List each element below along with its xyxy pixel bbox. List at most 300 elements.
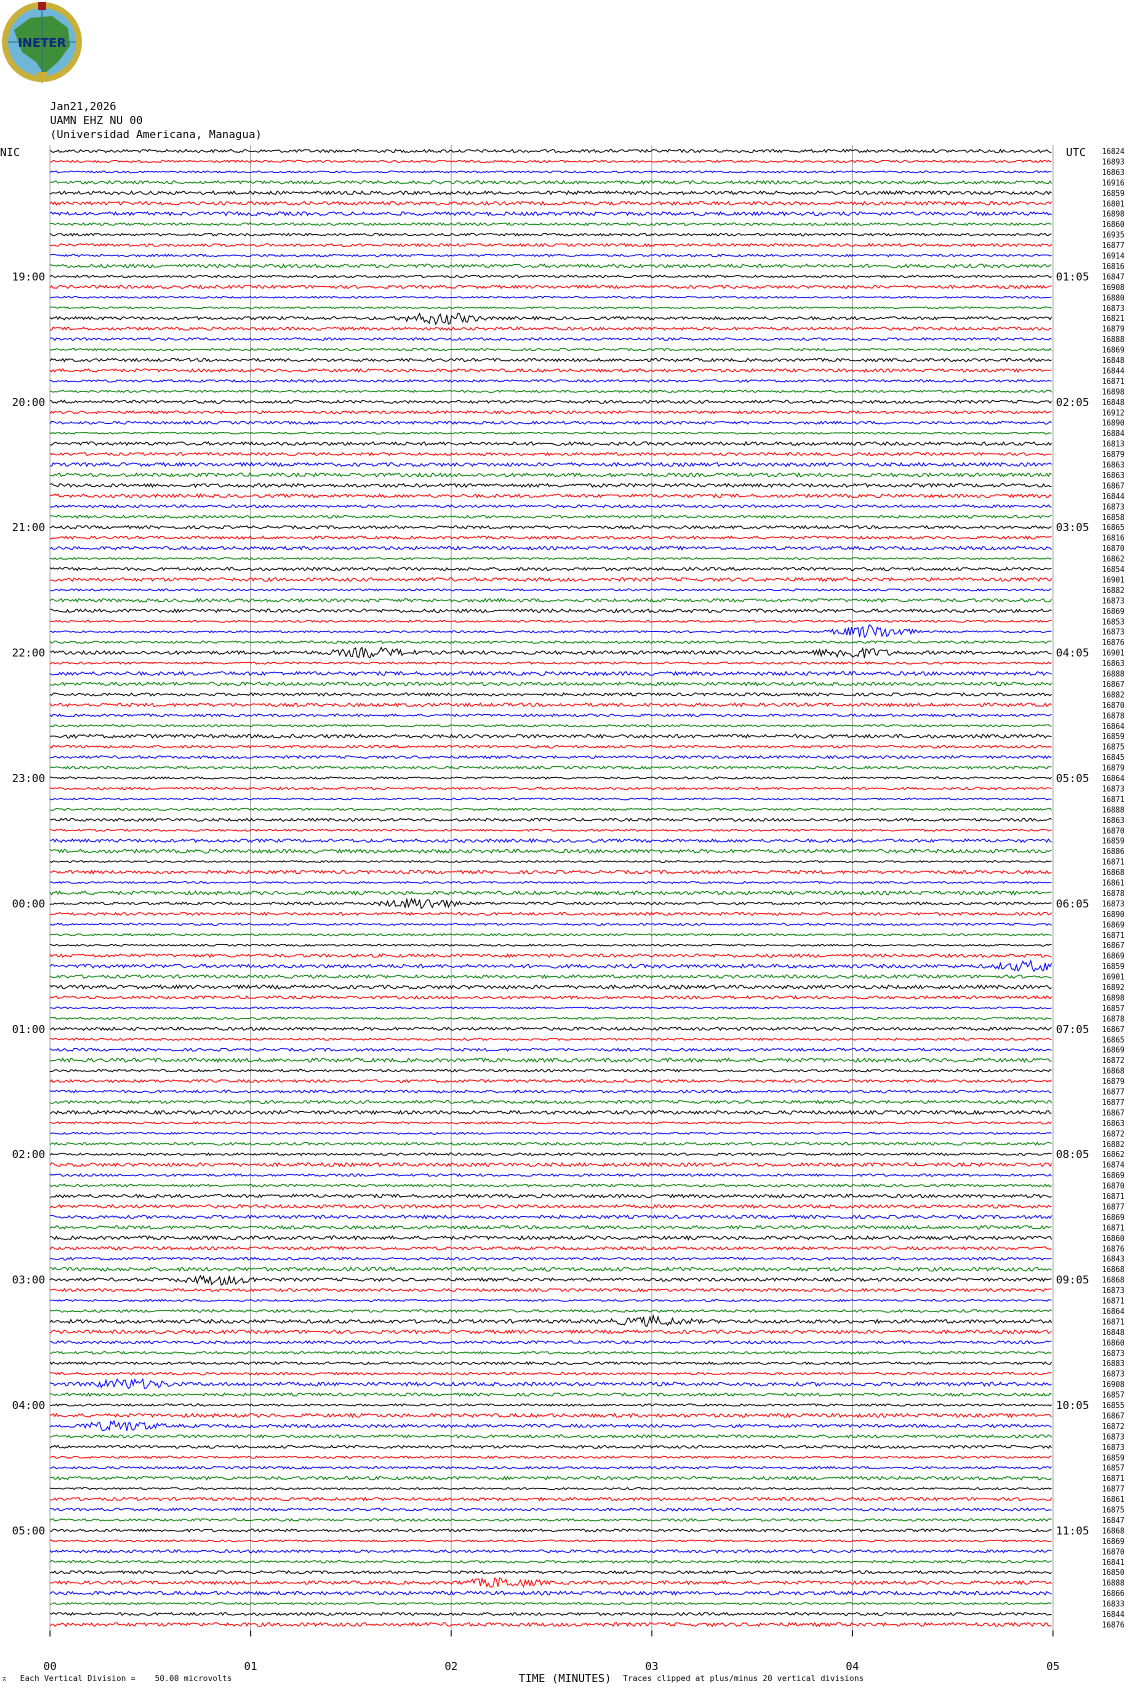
trace-line — [50, 546, 1052, 549]
trace-value: 16816 — [1102, 533, 1125, 543]
trace-value: 16886 — [1102, 847, 1125, 857]
trace-line — [50, 526, 1052, 529]
trace-line — [50, 923, 1052, 925]
trace-line — [50, 1184, 1052, 1187]
trace-line — [50, 849, 1052, 853]
trace-value: 16821 — [1102, 314, 1125, 324]
trace-value: 16871 — [1102, 1317, 1125, 1327]
trace-value: 16880 — [1102, 293, 1125, 303]
trace-line — [50, 1299, 1052, 1301]
trace-value: 16841 — [1102, 1557, 1125, 1567]
trace-value: 16857 — [1102, 1463, 1125, 1473]
trace-line — [50, 1379, 1052, 1388]
trace-value: 16890 — [1102, 909, 1125, 919]
trace-line — [50, 411, 1052, 414]
trace-value: 16863 — [1102, 470, 1125, 480]
trace-line — [50, 1142, 1052, 1145]
trace-line — [50, 244, 1052, 247]
trace-line — [50, 798, 1052, 800]
trace-line — [50, 725, 1052, 727]
right-zone-label: UTC — [1066, 146, 1086, 159]
left-hour-label: 03:00 — [12, 1273, 46, 1287]
trace-value: 16869 — [1102, 1536, 1125, 1546]
trace-value: 16877 — [1102, 1097, 1125, 1107]
left-hour-label: 22:00 — [12, 646, 46, 660]
trace-line — [50, 1080, 1052, 1083]
trace-value: 16863 — [1102, 167, 1125, 177]
x-tick-label: 05 — [1046, 1660, 1060, 1673]
trace-line — [50, 307, 1052, 309]
trace-line — [50, 348, 1052, 350]
trace-value: 16847 — [1102, 1515, 1125, 1525]
trace-value: 16867 — [1102, 1108, 1125, 1118]
trace-line — [50, 1007, 1052, 1009]
trace-value: 16859 — [1102, 962, 1125, 972]
trace-value: 16844 — [1102, 1610, 1125, 1619]
trace-line — [50, 212, 1052, 216]
left-hour-labels — [12, 270, 45, 1537]
trace-value: 16879 — [1102, 763, 1125, 773]
trace-line — [50, 494, 1052, 497]
trace-line — [50, 1236, 1052, 1240]
trace-value: 16854 — [1102, 565, 1125, 574]
trace-line — [50, 390, 1052, 392]
trace-line — [50, 1027, 1052, 1030]
trace-value: 16870 — [1102, 1547, 1125, 1557]
trace-value: 16869 — [1102, 1212, 1125, 1222]
trace-value: 16863 — [1102, 460, 1125, 470]
left-hour-label: 19:00 — [12, 270, 46, 284]
trace-value: 16871 — [1102, 376, 1125, 386]
trace-line — [50, 1111, 1052, 1115]
trace-line — [50, 625, 1052, 637]
trace-line — [50, 181, 1052, 184]
trace-value: 16855 — [1102, 1401, 1125, 1410]
trace-value: 16863 — [1102, 815, 1125, 825]
trace-line — [50, 1529, 1052, 1532]
left-hour-label: 21:00 — [12, 521, 46, 535]
trace-line — [50, 1132, 1052, 1134]
x-tick-label: 04 — [845, 1660, 860, 1673]
trace-value: 16877 — [1102, 1202, 1125, 1212]
trace-line — [50, 891, 1052, 895]
trace-line — [50, 463, 1052, 467]
trace-line — [50, 223, 1052, 226]
trace-value: 16898 — [1102, 993, 1125, 1003]
trace-value: 16853 — [1102, 617, 1125, 627]
trace-line — [50, 1267, 1052, 1271]
trace-line — [50, 1226, 1052, 1229]
trace-value: 16801 — [1102, 199, 1125, 209]
trace-value: 16868 — [1102, 1526, 1125, 1536]
trace-line — [50, 1341, 1052, 1344]
trace-value: 16857 — [1102, 1390, 1125, 1400]
trace-value: 16859 — [1102, 732, 1125, 742]
trace-line — [50, 589, 1052, 591]
left-hour-label: 02:00 — [12, 1148, 46, 1162]
trace-value: 16874 — [1102, 1160, 1125, 1170]
trace-line — [50, 313, 1052, 324]
trace-value: 16869 — [1102, 951, 1125, 961]
trace-line — [50, 453, 1052, 456]
trace-line — [50, 934, 1052, 936]
trace-value: 16879 — [1102, 1077, 1125, 1087]
trace-line — [50, 662, 1052, 664]
trace-value: 16901 — [1102, 575, 1125, 585]
trace-value: 16868 — [1102, 1066, 1125, 1076]
trace-value: 16876 — [1102, 1244, 1125, 1254]
trace-value: 16876 — [1102, 1620, 1125, 1630]
trace-value: 16871 — [1102, 1223, 1125, 1233]
trace-line — [50, 233, 1052, 235]
trace-line — [50, 703, 1052, 706]
trace-line — [50, 432, 1052, 434]
left-hour-label: 20:00 — [12, 395, 46, 409]
trace-value: 16833 — [1102, 1599, 1125, 1609]
trace-line — [50, 1603, 1052, 1605]
trace-value: 16882 — [1102, 585, 1125, 595]
trace-value: 16871 — [1102, 1296, 1125, 1306]
left-hour-label: 05:00 — [12, 1524, 46, 1538]
trace-value: 16877 — [1102, 1484, 1125, 1494]
trace-line — [50, 944, 1052, 946]
right-hour-label: 04:05 — [1056, 646, 1090, 660]
trace-value: 16873 — [1102, 784, 1125, 794]
trace-value: 16888 — [1102, 1578, 1125, 1588]
trace-value: 16813 — [1102, 439, 1125, 449]
trace-line — [50, 620, 1052, 622]
trace-value: 16901 — [1102, 648, 1125, 658]
trace-line — [50, 641, 1052, 643]
trace-value: 16844 — [1102, 366, 1125, 376]
trace-value: 16868 — [1102, 1265, 1125, 1275]
trace-value: 16878 — [1102, 711, 1125, 721]
trace-value: 16867 — [1102, 679, 1125, 689]
trace-value: 16901 — [1102, 972, 1125, 982]
trace-value: 16882 — [1102, 690, 1125, 700]
trace-line — [50, 1048, 1052, 1051]
trace-line — [50, 787, 1052, 789]
trace-value: 16916 — [1102, 178, 1125, 188]
trace-line — [50, 1100, 1052, 1103]
trace-line — [50, 829, 1052, 831]
trace-line — [50, 1090, 1052, 1093]
trace-line — [50, 1310, 1052, 1313]
trace-value: 16877 — [1102, 1087, 1125, 1097]
clipping-note: Traces clipped at plus/minus 20 vertical divisions — [623, 1674, 864, 1683]
trace-line — [50, 1591, 1052, 1595]
trace-value: 16892 — [1102, 983, 1125, 992]
trace-value: 16872 — [1102, 1421, 1125, 1431]
trace-value: 16862 — [1102, 1150, 1125, 1160]
trace-value: 16890 — [1102, 418, 1125, 428]
trace-value: 16863 — [1102, 1118, 1125, 1128]
trace-line — [50, 1205, 1052, 1208]
trace-value: 16847 — [1102, 272, 1125, 282]
trace-line — [50, 1435, 1052, 1438]
trace-value: 16864 — [1102, 721, 1125, 731]
trace-line — [50, 954, 1052, 957]
trace-value: 16859 — [1102, 1453, 1125, 1463]
trace-line — [50, 442, 1052, 445]
x-tick-label: 01 — [243, 1660, 258, 1673]
trace-line — [50, 149, 1052, 152]
trace-line — [50, 1561, 1052, 1563]
trace-value: 16871 — [1102, 857, 1125, 867]
right-hour-label: 11:05 — [1056, 1524, 1090, 1538]
trace-value: 16867 — [1102, 1411, 1125, 1421]
trace-value: 16861 — [1102, 1495, 1125, 1505]
trace-value: 16879 — [1102, 324, 1125, 334]
trace-line — [50, 756, 1052, 759]
left-zone-label: NIC — [0, 146, 20, 159]
trace-line — [50, 882, 1052, 884]
trace-line — [50, 1163, 1052, 1167]
trace-value: 16867 — [1102, 1024, 1125, 1034]
trace-line — [50, 1571, 1052, 1574]
trace-line — [50, 275, 1052, 277]
trace-line — [50, 578, 1052, 582]
trace-line — [50, 400, 1052, 403]
trace-line — [50, 171, 1052, 173]
trace-value: 16861 — [1102, 878, 1125, 888]
trace-line — [50, 1519, 1052, 1521]
trace-value: 16873 — [1102, 1286, 1125, 1296]
trace-line — [50, 515, 1052, 518]
trace-line — [50, 899, 1052, 909]
trace-line — [50, 714, 1052, 717]
trace-value: 16860 — [1102, 1338, 1125, 1348]
trace-value: 16872 — [1102, 1056, 1125, 1066]
trace-value: 16844 — [1102, 491, 1125, 501]
trace-value: 16873 — [1102, 502, 1125, 512]
right-hour-label: 06:05 — [1056, 897, 1090, 911]
trace-line — [50, 1498, 1052, 1501]
trace-line — [50, 1476, 1052, 1479]
right-hour-label: 03:05 — [1056, 521, 1090, 535]
footer-mark: ⌅ — [2, 1674, 7, 1683]
trace-value: 16845 — [1102, 753, 1125, 763]
trace-line — [50, 766, 1052, 769]
trace-value: 16848 — [1102, 397, 1125, 407]
trace-line — [50, 609, 1052, 612]
trace-value-labels — [1102, 147, 1125, 1629]
trace-line — [50, 672, 1052, 676]
trace-value: 16867 — [1102, 941, 1125, 951]
trace-line — [50, 839, 1052, 842]
trace-value: 16873 — [1102, 596, 1125, 606]
trace-line — [50, 1330, 1052, 1333]
trace-value: 16824 — [1102, 147, 1125, 156]
trace-line — [50, 160, 1052, 162]
trace-value: 16850 — [1102, 1568, 1125, 1578]
trace-value: 16869 — [1102, 345, 1125, 355]
trace-value: 16878 — [1102, 888, 1125, 898]
trace-value: 16870 — [1102, 1181, 1125, 1191]
trace-value: 16870 — [1102, 544, 1125, 554]
trace-value: 16864 — [1102, 774, 1125, 783]
trace-line — [50, 1017, 1052, 1019]
trace-value: 16908 — [1102, 282, 1125, 292]
x-axis-title: TIME (MINUTES) — [518, 1672, 612, 1685]
left-hour-label: 00:00 — [12, 897, 46, 911]
right-hour-label: 08:05 — [1056, 1148, 1090, 1162]
trace-line — [50, 1316, 1052, 1327]
trace-line — [50, 818, 1052, 821]
trace-value: 16876 — [1102, 638, 1125, 648]
trace-line — [50, 975, 1052, 978]
trace-line — [50, 358, 1052, 361]
right-hour-label: 05:05 — [1056, 772, 1090, 785]
trace-value: 16898 — [1102, 387, 1125, 397]
trace-line — [50, 380, 1052, 382]
trace-value: 16935 — [1102, 230, 1125, 240]
trace-line — [50, 734, 1052, 738]
trace-value: 16908 — [1102, 1380, 1125, 1390]
trace-value: 16873 — [1102, 1348, 1125, 1358]
trace-value: 16871 — [1102, 1474, 1125, 1484]
trace-line — [50, 1247, 1052, 1250]
trace-value: 16858 — [1102, 512, 1125, 522]
trace-line — [50, 1488, 1052, 1490]
trace-value: 16873 — [1102, 303, 1125, 313]
trace-value: 16816 — [1102, 261, 1125, 271]
trace-line — [50, 1058, 1052, 1062]
trace-line — [50, 682, 1052, 686]
trace-value: 16865 — [1102, 523, 1125, 533]
trace-line — [50, 1421, 1052, 1431]
trace-line — [50, 996, 1052, 999]
trace-value: 16875 — [1102, 742, 1125, 752]
trace-line — [50, 1445, 1052, 1448]
trace-value: 16869 — [1102, 1045, 1125, 1055]
right-hour-label: 07:05 — [1056, 1022, 1090, 1036]
trace-line — [50, 808, 1052, 810]
right-hour-labels — [1056, 270, 1089, 1537]
vertical-division-note: Each Vertical Division = 50.00 microvolts — [20, 1674, 232, 1683]
trace-line — [50, 327, 1052, 330]
trace-line — [50, 1257, 1052, 1260]
x-tick-label: 03 — [645, 1660, 659, 1673]
trace-value: 16869 — [1102, 920, 1125, 930]
trace-value: 16879 — [1102, 450, 1125, 460]
trace-value: 16873 — [1102, 1442, 1125, 1452]
trace-line — [50, 745, 1052, 748]
logo-text: INETER — [17, 36, 67, 50]
trace-line — [50, 1540, 1052, 1542]
x-tick-label: 00 — [43, 1660, 57, 1673]
left-hour-label: 23:00 — [12, 772, 46, 785]
trace-line — [50, 1038, 1052, 1040]
trace-value: 16888 — [1102, 805, 1125, 815]
trace-value: 16871 — [1102, 794, 1125, 804]
trace-line — [50, 264, 1052, 268]
right-hour-label: 01:05 — [1056, 270, 1090, 284]
trace-line — [50, 338, 1052, 341]
trace-value: 16869 — [1102, 606, 1125, 616]
trace-value: 16912 — [1102, 408, 1125, 418]
trace-value: 16869 — [1102, 1171, 1125, 1181]
trace-line — [50, 254, 1052, 256]
trace-value: 16872 — [1102, 1129, 1125, 1139]
trace-line — [50, 1372, 1052, 1374]
trace-line — [50, 201, 1052, 205]
trace-value: 16867 — [1102, 481, 1125, 491]
trace-value: 16873 — [1102, 627, 1125, 637]
trace-value: 16888 — [1102, 335, 1125, 345]
trace-line — [50, 484, 1052, 488]
trace-line — [50, 870, 1052, 873]
trace-line — [50, 191, 1052, 194]
trace-line — [50, 961, 1052, 972]
trace-value: 16873 — [1102, 899, 1125, 909]
trace-value: 16859 — [1102, 836, 1125, 846]
trace-line — [50, 505, 1052, 508]
right-hour-label: 09:05 — [1056, 1273, 1090, 1287]
trace-value: 16882 — [1102, 1139, 1125, 1149]
trace-value: 16864 — [1102, 1306, 1125, 1316]
trace-line — [50, 647, 1052, 658]
trace-line — [50, 1623, 1052, 1627]
trace-value: 16870 — [1102, 826, 1125, 836]
trace-value: 16860 — [1102, 220, 1125, 230]
left-hour-label: 01:00 — [12, 1022, 46, 1036]
trace-line — [50, 861, 1052, 863]
trace-value: 16859 — [1102, 188, 1125, 198]
trace-line — [50, 912, 1052, 915]
trace-value: 16873 — [1102, 1432, 1125, 1442]
minute-grid — [50, 145, 1053, 1630]
trace-line — [50, 1352, 1052, 1354]
trace-value: 16884 — [1102, 429, 1125, 439]
trace-line — [50, 1362, 1052, 1365]
trace-line — [50, 1122, 1052, 1124]
trace-value: 16883 — [1102, 1359, 1125, 1369]
trace-value: 16871 — [1102, 1192, 1125, 1201]
trace-line — [50, 558, 1052, 560]
trace-line — [50, 1069, 1052, 1071]
trace-line — [50, 473, 1052, 477]
trace-line — [50, 1467, 1052, 1469]
trace-line — [50, 1174, 1052, 1177]
trace-value: 16893 — [1102, 157, 1125, 167]
station-code: UAMN EHZ NU 00 — [50, 114, 143, 127]
trace-line — [50, 369, 1052, 372]
x-tick-label: 02 — [444, 1660, 458, 1673]
trace-line — [50, 421, 1052, 424]
trace-value: 16914 — [1102, 251, 1125, 261]
trace-line — [50, 1508, 1052, 1511]
trace-value: 16848 — [1102, 356, 1125, 365]
trace-value: 16860 — [1102, 1233, 1125, 1243]
trace-line — [50, 1578, 1052, 1587]
trace-line — [50, 1456, 1052, 1458]
trace-line — [50, 1414, 1052, 1418]
trace-value: 16870 — [1102, 700, 1125, 710]
trace-value: 16862 — [1102, 554, 1125, 564]
trace-value: 16898 — [1102, 209, 1125, 219]
trace-value: 16863 — [1102, 659, 1125, 669]
trace-line — [50, 693, 1052, 696]
left-hour-label: 04:00 — [12, 1399, 46, 1412]
trace-line — [50, 599, 1052, 602]
trace-value: 16871 — [1102, 930, 1125, 940]
right-hour-label: 02:05 — [1056, 395, 1090, 409]
trace-line — [50, 1276, 1052, 1285]
trace-line — [50, 285, 1052, 288]
trace-line — [50, 1289, 1052, 1292]
trace-value: 16848 — [1102, 1327, 1125, 1337]
